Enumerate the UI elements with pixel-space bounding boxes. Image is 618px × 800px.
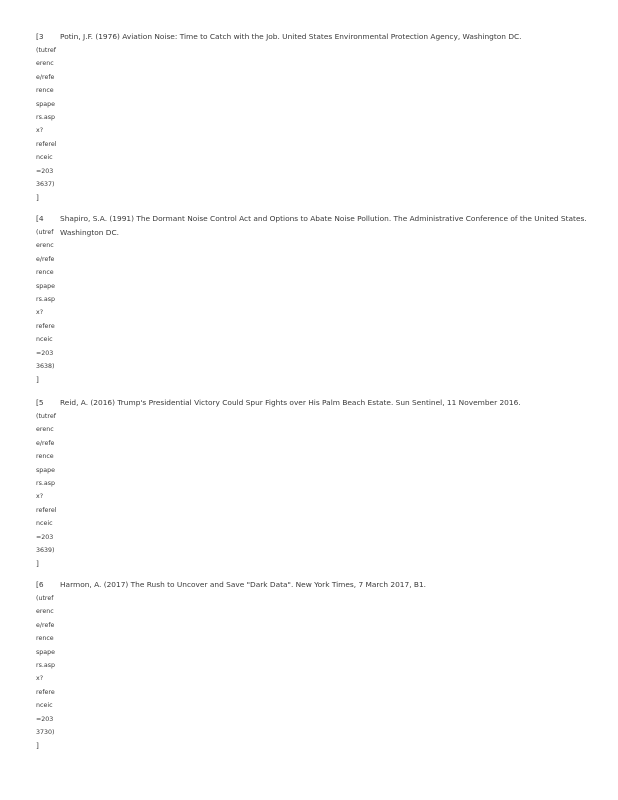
reference-link-fragment[interactable]: x? xyxy=(36,675,44,683)
reference-link-fragment[interactable]: erenc xyxy=(36,242,54,250)
reference-link-fragment[interactable]: rence xyxy=(36,269,54,277)
reference-citation-continuation: Washington DC. xyxy=(60,228,119,237)
reference-link-fragment[interactable]: rs.asp xyxy=(36,295,56,303)
reference-link-fragment[interactable]: spape xyxy=(36,100,56,108)
reference-link-fragment[interactable]: refere xyxy=(36,322,55,330)
reference-link[interactable] xyxy=(36,410,60,557)
reference-link-fragment[interactable]: =203 xyxy=(36,167,54,175)
reference-citation: Harmon, A. (2017) The Rush to Uncover and Save "Dark Data". New York Times, 7 March 2017, B1. xyxy=(60,580,427,589)
reference-link-fragment[interactable]: nceic xyxy=(36,520,53,528)
reference-close-bracket: ] xyxy=(36,741,39,750)
reference-link-fragment[interactable]: erenc xyxy=(36,426,54,434)
reference-number: [4 xyxy=(36,214,44,223)
reference-link-fragment[interactable]: referel xyxy=(36,506,57,514)
reference-number: [3 xyxy=(36,32,44,41)
reference-link-fragment[interactable]: x? xyxy=(36,493,44,501)
reference-citation: Potin, J.F. (1976) Aviation Noise: Time to Catch with the Job. United States Environmental Protection Agency, Washington DC. xyxy=(60,32,522,41)
reference-citation: Shapiro, S.A. (1991) The Dormant Noise Control Act and Options to Abate Noise Pollution. The Administrative Conference of the United States. xyxy=(60,214,587,223)
reference-link-fragment[interactable]: e/refe xyxy=(36,255,55,263)
reference-link-fragment[interactable]: e/refe xyxy=(36,439,55,447)
reference-link-fragment[interactable]: rence xyxy=(36,453,54,461)
reference-link-fragment[interactable]: e/refe xyxy=(36,73,55,81)
reference-link-fragment[interactable]: erenc xyxy=(36,60,54,68)
reference-link-fragment[interactable]: spape xyxy=(36,282,56,290)
reference-link-fragment[interactable]: (tutref xyxy=(36,47,56,54)
reference-link[interactable] xyxy=(36,44,60,191)
reference-link-fragment[interactable]: nceic xyxy=(36,702,53,710)
reference-number: [6 xyxy=(36,580,44,589)
reference-link-fragment[interactable]: 3637) xyxy=(36,180,55,188)
reference-link-fragment[interactable]: refere xyxy=(36,688,55,696)
reference-link-fragment[interactable]: nceic xyxy=(36,336,53,344)
reference-link-fragment[interactable]: erenc xyxy=(36,608,54,616)
reference-citation: Reid, A. (2016) Trump's Presidential Victory Could Spur Fights over His Palm Beach Estate. Sun Sentinel, 11 November 2016. xyxy=(60,398,521,407)
reference-close-bracket: ] xyxy=(36,375,39,384)
reference-link-fragment[interactable]: rs.asp xyxy=(36,479,56,487)
reference-link-fragment[interactable]: 3639) xyxy=(36,546,55,554)
reference-link-fragment[interactable]: e/refe xyxy=(36,621,55,629)
reference-link-fragment[interactable]: x? xyxy=(36,309,44,317)
reference-link-fragment[interactable]: (utref xyxy=(36,229,54,236)
reference-link-fragment[interactable]: rence xyxy=(36,635,54,643)
reference-link-fragment[interactable]: 3730) xyxy=(36,728,55,736)
reference-link-fragment[interactable]: spape xyxy=(36,648,56,656)
reference-link[interactable] xyxy=(36,226,60,373)
reference-close-bracket: ] xyxy=(36,559,39,568)
reference-link-fragment[interactable]: rs.asp xyxy=(36,113,56,121)
reference-link-fragment[interactable]: referel xyxy=(36,140,57,148)
reference-link-fragment[interactable]: (utref xyxy=(36,595,54,602)
reference-link-fragment[interactable]: (tutref xyxy=(36,413,56,420)
reference-link-fragment[interactable]: x? xyxy=(36,127,44,135)
reference-link-fragment[interactable]: 3638) xyxy=(36,362,55,370)
reference-link[interactable] xyxy=(36,592,60,739)
reference-link-fragment[interactable]: =203 xyxy=(36,715,54,723)
reference-link-fragment[interactable]: rence xyxy=(36,87,54,95)
reference-number: [5 xyxy=(36,398,44,407)
reference-link-fragment[interactable]: =203 xyxy=(36,349,54,357)
reference-link-fragment[interactable]: spape xyxy=(36,466,56,474)
reference-link-fragment[interactable]: rs.asp xyxy=(36,661,56,669)
reference-link-fragment[interactable]: =203 xyxy=(36,533,54,541)
reference-link-fragment[interactable]: nceic xyxy=(36,154,53,162)
reference-close-bracket: ] xyxy=(36,193,39,202)
